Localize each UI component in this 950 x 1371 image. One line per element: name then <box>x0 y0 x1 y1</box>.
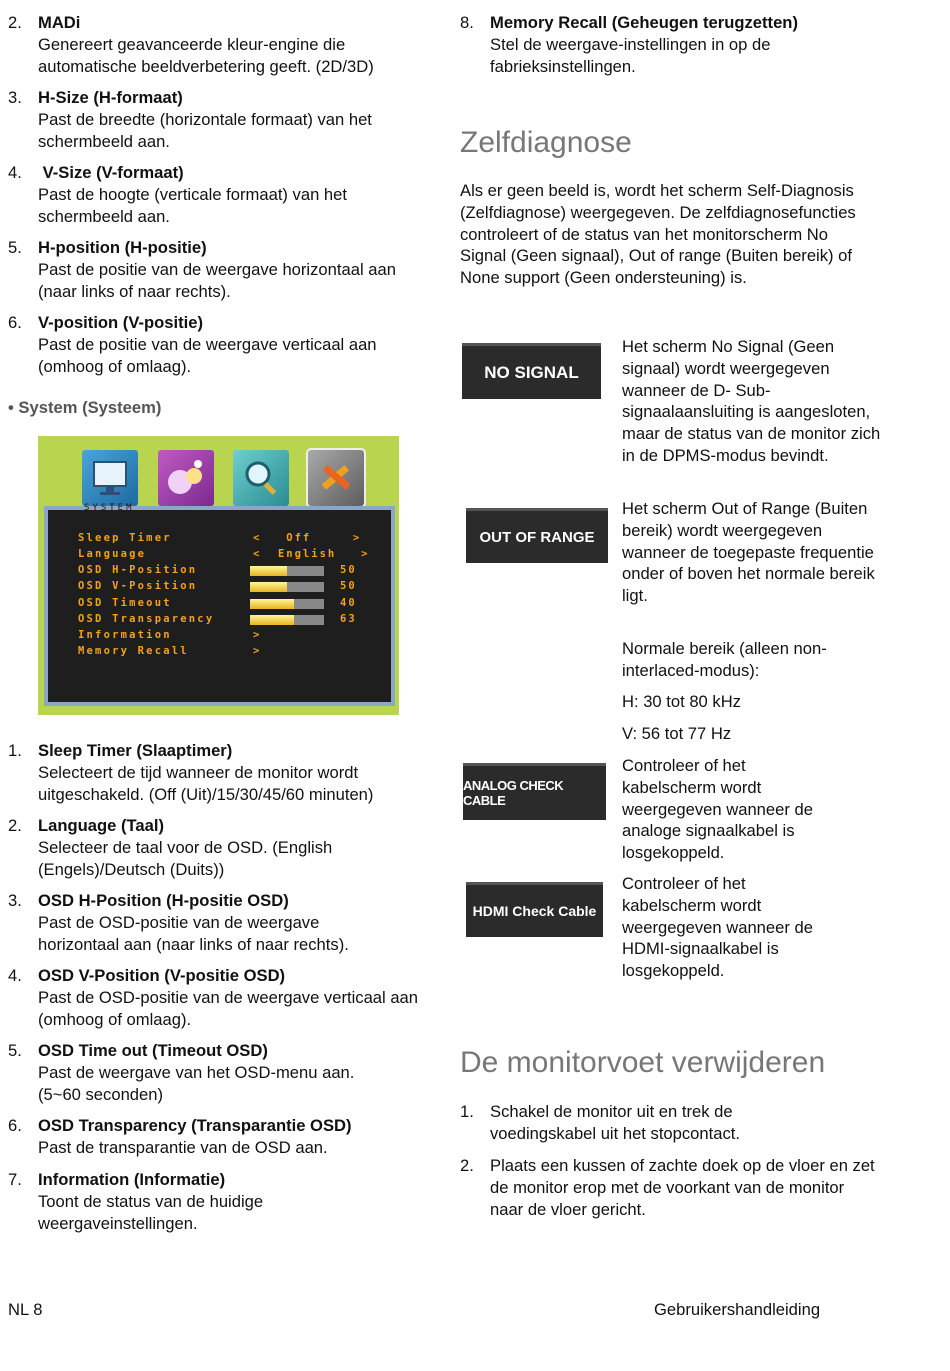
manual-title: Gebruikershandleiding <box>654 1300 821 1319</box>
item-title: Language (Taal) <box>38 816 165 835</box>
monitor-icon <box>82 450 138 506</box>
osd-menu-panel <box>44 503 395 706</box>
list-number: 3. <box>8 891 22 910</box>
item-desc: Past de OSD-positie van de weergave horizontaal aan (naar links of naar rechts). <box>38 912 349 954</box>
list-number: 5. <box>8 238 22 257</box>
item-title: H-Size (H-formaat) <box>38 88 183 107</box>
list-number: 3. <box>8 88 22 107</box>
section-heading: Zelfdiagnose <box>460 126 632 159</box>
magnifier-icon <box>233 450 289 506</box>
osd-row-label: Information <box>78 629 172 641</box>
osd-slider <box>250 599 324 609</box>
osd-slider <box>250 615 324 625</box>
osd-row-label: OSD Timeout <box>78 597 172 609</box>
list-number: 2. <box>8 13 22 32</box>
list-number: 4. <box>8 966 22 985</box>
item-title: OSD V-Position (V-positie OSD) <box>38 966 286 985</box>
list-number: 7. <box>8 1170 22 1189</box>
analog-description: Controleer of het kabelscherm wordt weergegeven wanneer de analoge signaalkabel is losgekoppeld. <box>622 756 813 863</box>
item-desc: Past de OSD-positie van de weergave verticaal aan (omhoog of omlaag). <box>38 987 419 1029</box>
item-desc: Genereert geavanceerde kleur-engine die automatische beeldverbetering geeft. (2D/3D) <box>38 34 374 76</box>
color-settings-icon <box>158 450 214 506</box>
item-title: Sleep Timer (Slaaptimer) <box>38 741 233 760</box>
osd-menu-label: SYSTEM <box>84 503 135 513</box>
osd-row-number: 40 <box>340 597 357 609</box>
osd-row-number: 63 <box>340 613 357 625</box>
analog-check-cable-badge: ANALOG CHECK CABLE <box>463 763 606 820</box>
list-number: 2. <box>460 1156 474 1175</box>
list-number: 5. <box>8 1041 22 1060</box>
item-desc: Selecteer de taal voor de OSD. (English (Engels)/Deutsch (Duits)) <box>38 837 333 879</box>
no-signal-badge: NO SIGNAL <box>462 343 601 399</box>
item-desc: Past de positie van de weergave verticaal aan (omhoog of omlaag). <box>38 334 377 376</box>
list-number: 2. <box>8 816 22 835</box>
item-desc: Selecteert de tijd wanneer de monitor wordt uitgeschakeld. (Off (Uit)/15/30/45/60 minuten) <box>38 762 374 804</box>
list-number: 8. <box>460 13 474 32</box>
normal-range-note: Normale bereik (alleen non-interlaced-modus): <box>622 639 827 680</box>
item-desc: Stel de weergave-instellingen in op de fabrieksinstellingen. <box>490 34 771 76</box>
list-number: 6. <box>8 1116 22 1135</box>
osd-row-value: < English > <box>253 548 370 560</box>
osd-slider <box>250 582 324 592</box>
osd-row-label: OSD V-Position <box>78 580 198 592</box>
osd-slider <box>250 566 324 576</box>
item-desc: Past de positie van de weergave horizontaal aan (naar links of naar rechts). <box>38 259 396 301</box>
hdmi-check-cable-badge: HDMI Check Cable <box>466 882 603 937</box>
system-heading: • System (Systeem) <box>8 398 162 417</box>
item-title: V-Size (V-formaat) <box>38 163 184 182</box>
tools-icon <box>308 450 364 506</box>
section-intro: Als er geen beeld is, wordt het scherm Self-Diagnosis (Zelfdiagnose) weergegeven. De zelfdiagnosefuncties controleert of de status van het monitorscherm No Signal (Geen signaal), Out of range (Buiten bereik) of None support (Geen ondersteuning) is. <box>460 181 856 288</box>
item-desc: Toont de status van de huidige weergaveinstellingen. <box>38 1191 264 1233</box>
item-title: Memory Recall (Geheugen terugzetten) <box>490 13 798 32</box>
osd-row-number: 50 <box>340 564 357 576</box>
item-desc: Past de hoogte (verticale formaat) van het schermbeeld aan. <box>38 184 347 226</box>
osd-system-screenshot <box>38 436 399 715</box>
out-of-range-description: Het scherm Out of Range (Buiten bereik) wordt weergegeven wanneer de toegepaste frequentie onder of boven het normale bereik ligt. <box>622 499 875 606</box>
step-text: Plaats een kussen of zachte doek op de vloer en zet de monitor erop met de voorkant van de monitor naar de vloer gericht. <box>490 1156 875 1219</box>
item-title: MADi <box>38 13 81 32</box>
item-desc: Past de transparantie van de OSD aan. <box>38 1137 328 1157</box>
osd-row-label: OSD H-Position <box>78 564 198 576</box>
item-title: Information (Informatie) <box>38 1170 226 1189</box>
osd-row-value: > <box>253 629 262 641</box>
h-range: H: 30 tot 80 kHz <box>622 692 741 711</box>
out-of-range-badge: OUT OF RANGE <box>466 508 608 563</box>
osd-row-label: Language <box>78 548 147 560</box>
osd-row-label: Memory Recall <box>78 645 189 657</box>
list-number: 1. <box>8 741 22 760</box>
no-signal-description: Het scherm No Signal (Geen signaal) wordt weergegeven wanneer de D- Sub-signaalaansluiting is aangesloten, maar de status van de monitor zich in de DPMS-modus bevindt. <box>622 337 881 465</box>
list-number: 1. <box>460 1102 474 1121</box>
item-desc: Past de weergave van het OSD-menu aan. (5~60 seconden) <box>38 1062 355 1104</box>
hdmi-description: Controleer of het kabelscherm wordt weergegeven wanneer de HDMI-signaalkabel is losgekoppeld. <box>622 874 813 981</box>
osd-row-label: OSD Transparency <box>78 613 215 625</box>
item-title: V-position (V-positie) <box>38 313 204 332</box>
osd-row-label: Sleep Timer <box>78 532 172 544</box>
list-number: 4. <box>8 163 22 182</box>
item-title: OSD H-Position (H-positie OSD) <box>38 891 289 910</box>
osd-row-value: > <box>253 645 262 657</box>
v-range: V: 56 tot 77 Hz <box>622 724 732 743</box>
osd-row-value: < Off > <box>253 532 362 544</box>
item-desc: Past de breedte (horizontale formaat) van het schermbeeld aan. <box>38 109 372 151</box>
item-title: OSD Time out (Timeout OSD) <box>38 1041 268 1060</box>
step-text: Schakel de monitor uit en trek de voedingskabel uit het stopcontact. <box>490 1102 740 1143</box>
item-title: H-position (H-positie) <box>38 238 207 257</box>
list-number: 6. <box>8 313 22 332</box>
page-number: NL 8 <box>8 1300 43 1319</box>
section-heading: De monitorvoet verwijderen <box>460 1046 826 1079</box>
osd-row-number: 50 <box>340 580 357 592</box>
item-title: OSD Transparency (Transparantie OSD) <box>38 1116 352 1135</box>
